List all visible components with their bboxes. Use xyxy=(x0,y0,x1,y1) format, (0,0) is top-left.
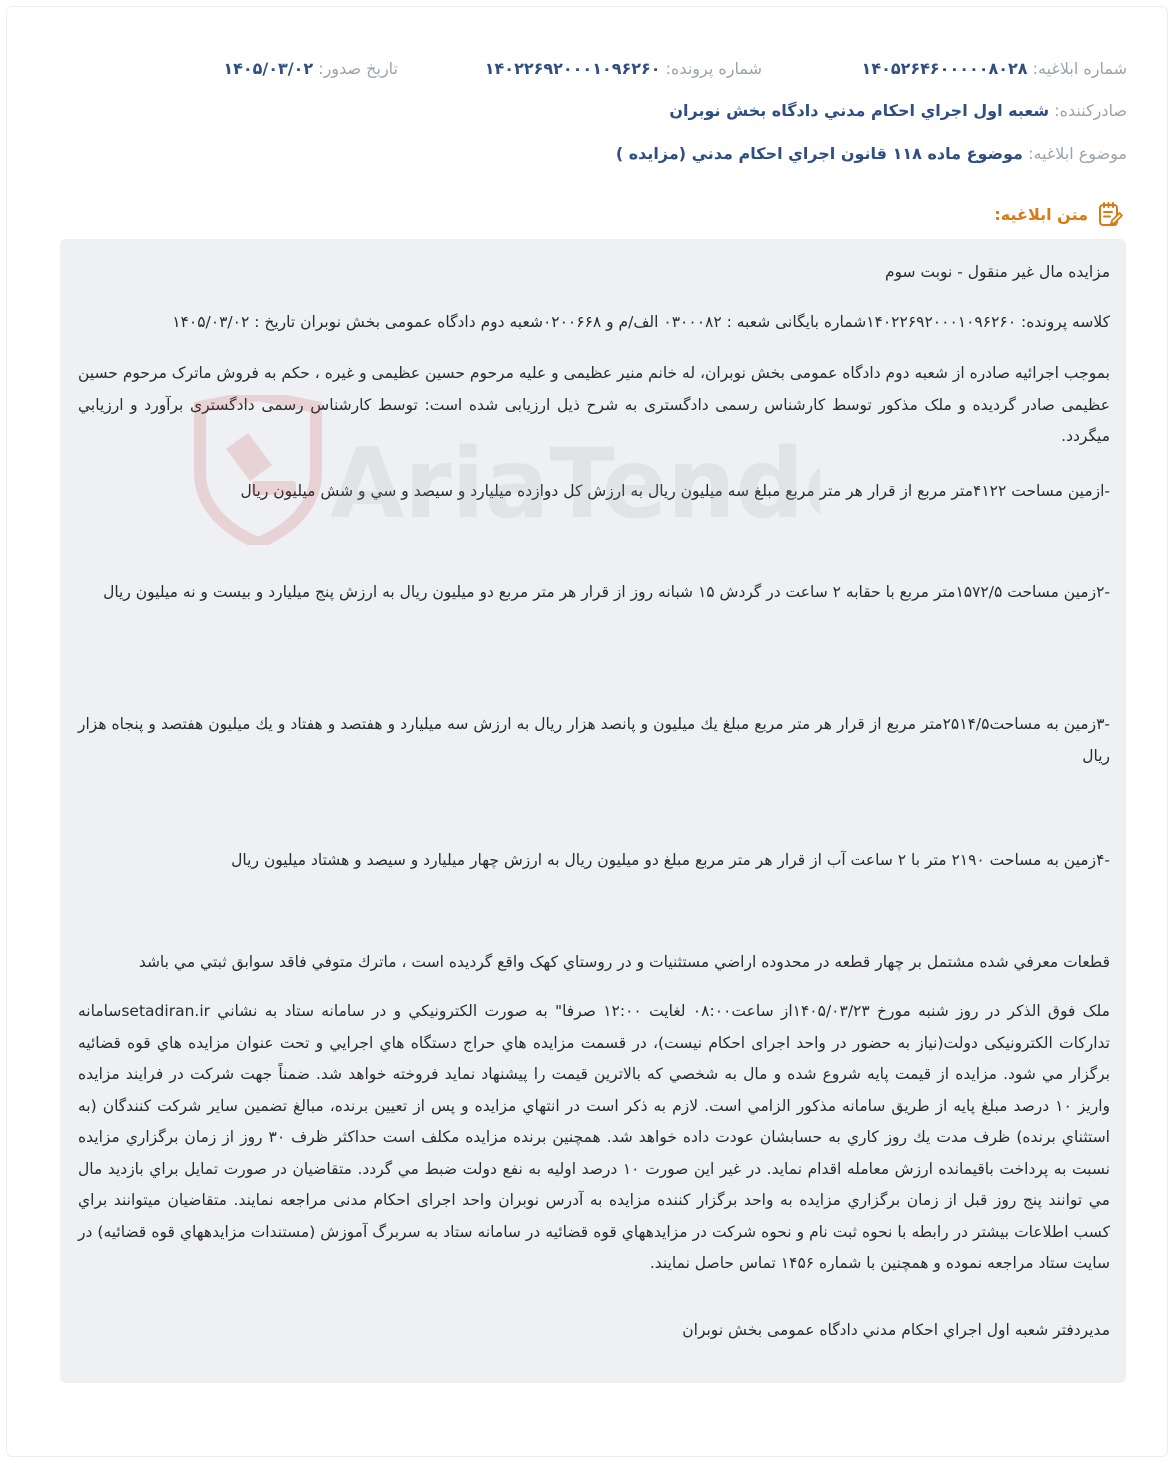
issue-date-label: تاریخ صدور: xyxy=(318,59,398,78)
notice-number-value: ۱۴۰۵۲۶۴۶۰۰۰۰۰۸۰۲۸ xyxy=(861,59,1028,78)
notice-number-label: شماره ابلاغیه: xyxy=(1032,59,1127,78)
notice-text-heading xyxy=(994,198,1124,230)
issuer xyxy=(669,96,1127,126)
case-number xyxy=(485,54,762,84)
body-parcel-4: -۴زمین به مساحت ۲۱۹۰ متر با ۲ ساعت آب از قرار هر متر مربع مبلغ دو میلیون ریال به ارزش چهار میلیارد و سیصد و هشتاد میلیون ریال xyxy=(231,851,1110,869)
body-parcel-2: -۲زمین مساحت ۱۵۷۲/۵متر مربع با حقابه ۲ ساعت در گردش ۱۵ شبانه روز از قرار هر متر مربع دو میلیون ریال به ارزش پنج میلیارد و بیست و نه میلیون ریال xyxy=(103,583,1110,601)
case-number-value: ۱۴۰۲۲۶۹۲۰۰۰۱۰۹۶۲۶۰ xyxy=(484,59,661,78)
body-case-info: کلاسه پرونده: ۱۴۰۲۲۶۹۲۰۰۰۱۰۹۶۲۶۰شماره بایگانی شعبه : ۰۳۰۰۰۸۲ الف/م و ۰۲۰۰۶۶۸شعبه دوم دادگاه عمومی بخش نوبران تاریخ : ۱۴۰۵/۰۳/۰۲ xyxy=(172,313,1110,331)
notice-body-panel xyxy=(60,239,1126,1383)
issuer-value: شعبه اول اجراي احكام مدني دادگاه بخش نوبران xyxy=(669,101,1050,120)
body-auction-title: مزایده مال غیر منقول - نوبت سوم xyxy=(884,263,1110,281)
document-edit-icon xyxy=(1096,200,1124,228)
issuer-label: صادرکننده: xyxy=(1054,101,1127,120)
notice-text-title: متن ابلاغیه: xyxy=(994,204,1088,224)
subject-label: موضوع ابلاغیه: xyxy=(1028,144,1127,163)
issue-date xyxy=(223,54,398,84)
subject-value: موضوع ماده ۱۱۸ قانون اجراي احكام مدني (مزايده ) xyxy=(615,144,1023,163)
case-number-label: شماره پرونده: xyxy=(665,59,762,78)
notice-number xyxy=(862,54,1127,84)
body-signature: مدیردفتر شعبه اول اجراي احكام مدني دادگاه عمومی بخش نوبران xyxy=(682,1321,1110,1339)
body-intro-paragraph: بموجب اجرائیه صادره از شعبه دوم دادگاه عمومی بخش نوبران، له خانم منیر عظیمی و علیه مرحوم حسین عظیمی و غیره ، حکم به فروش ماترک مرحوم حسین عظیمی صادر گردیده و ملک مذکور توسط کارشناس رسمی دادگستری به شرح ذیل ارزیابی شده است: توسط کارشناس رسمی دادگستری برآورد و ارزیابي میگردد. xyxy=(78,364,1110,445)
body-parcels-note: قطعات معرفي شده مشتمل بر چهار قطعه در محدوده اراضي مستثنیات و در روستاي کهک واقع گردیده است ، ماترك متوفي فاقد سوابق ثبتي مي باشد xyxy=(138,953,1110,971)
subject xyxy=(616,139,1127,169)
body-auction-details: ملک فوق الذکر در روز شنبه مورخ ۱۴۰۵/۰۳/۲۳از ساعت۰۸:۰۰ لغایت ۱۲:۰۰ صرفا" به صورت الكترونیكي و در سامانه ستاد به نشاني setadiran.irسامانه تدارکات الکترونیکی دولت(نیاز به حضور در واحد اجرای احکام نیست)، در قسمت مزايده هاي حراج دستگاه هاي اجرايي و تحت عنوان مزايده هاي قوه قضائیه برگزار مي شود. مزايده از قیمت پايه شروع شده و مال به شخصي که بالاترين قیمت را پیشنهاد نمايد فروخته خواهد شد. ضمناً جهت شرکت در فرايند مزايده واريز ۱۰ درصد مبلغ پايه از طريق سامانه مذکور الزامي است. لازم به ذکر است در انتهاي مزايده و پس از تعیین برنده، مبالغ تضمین ساير شرکت کنندگان (به استثناي برنده) ظرف مدت يك روز کاري به حسابشان عودت داده خواهد شد. همچنین برنده مزايده مكلف است حداکثر ظرف ۳۰ روز از زمان برگزاري مزايده نسبت به پرداخت باقیمانده ارزش معامله اقدام نمايد. در غیر اين صورت ۱۰ درصد اولیه به نفع دولت ضبط مي گردد. متقاضیان در صورت تمايل براي بازديد مال مي توانند پنج روز قبل از زمان برگزاري مزايده به واحد برگزار کننده مزايده به آدرس نوبران واحد اجرای احکام مدنی مراجعه نمايند. متقاضیان میتوانند براي کسب اطلاعات بیشتر در رابطه با نحوه ثبت نام و نحوه شرکت در مزايدههاي قوه قضائیه در سامانه ستاد به سربرگ آموزش (مستندات مزايدههاي قوه قضائیه) در سايت ستاد مراجعه نموده و همچنین با شماره ۱۴۵۶ تماس حاصل نمايند. xyxy=(78,1002,1110,1272)
issue-date-value: ۱۴۰۵/۰۳/۰۲ xyxy=(223,59,314,78)
body-parcel-1: -ازمین مساحت ۴۱۲۲متر مربع از قرار هر متر مربع مبلغ سه میلیون ریال به ارزش کل دوازده میلیارد و سیصد و سي و شش میلیون ریال xyxy=(240,482,1110,500)
body-parcel-3: -۳زمین به مساحت۲۵۱۴/۵متر مربع از قرار هر متر مربع مبلغ یك میلیون و پانصد هزار ریال به ارزش سه میلیارد و هفتصد و هفتاد و یك میلیون هفتصد و پنجاه هزار ریال xyxy=(78,715,1110,765)
